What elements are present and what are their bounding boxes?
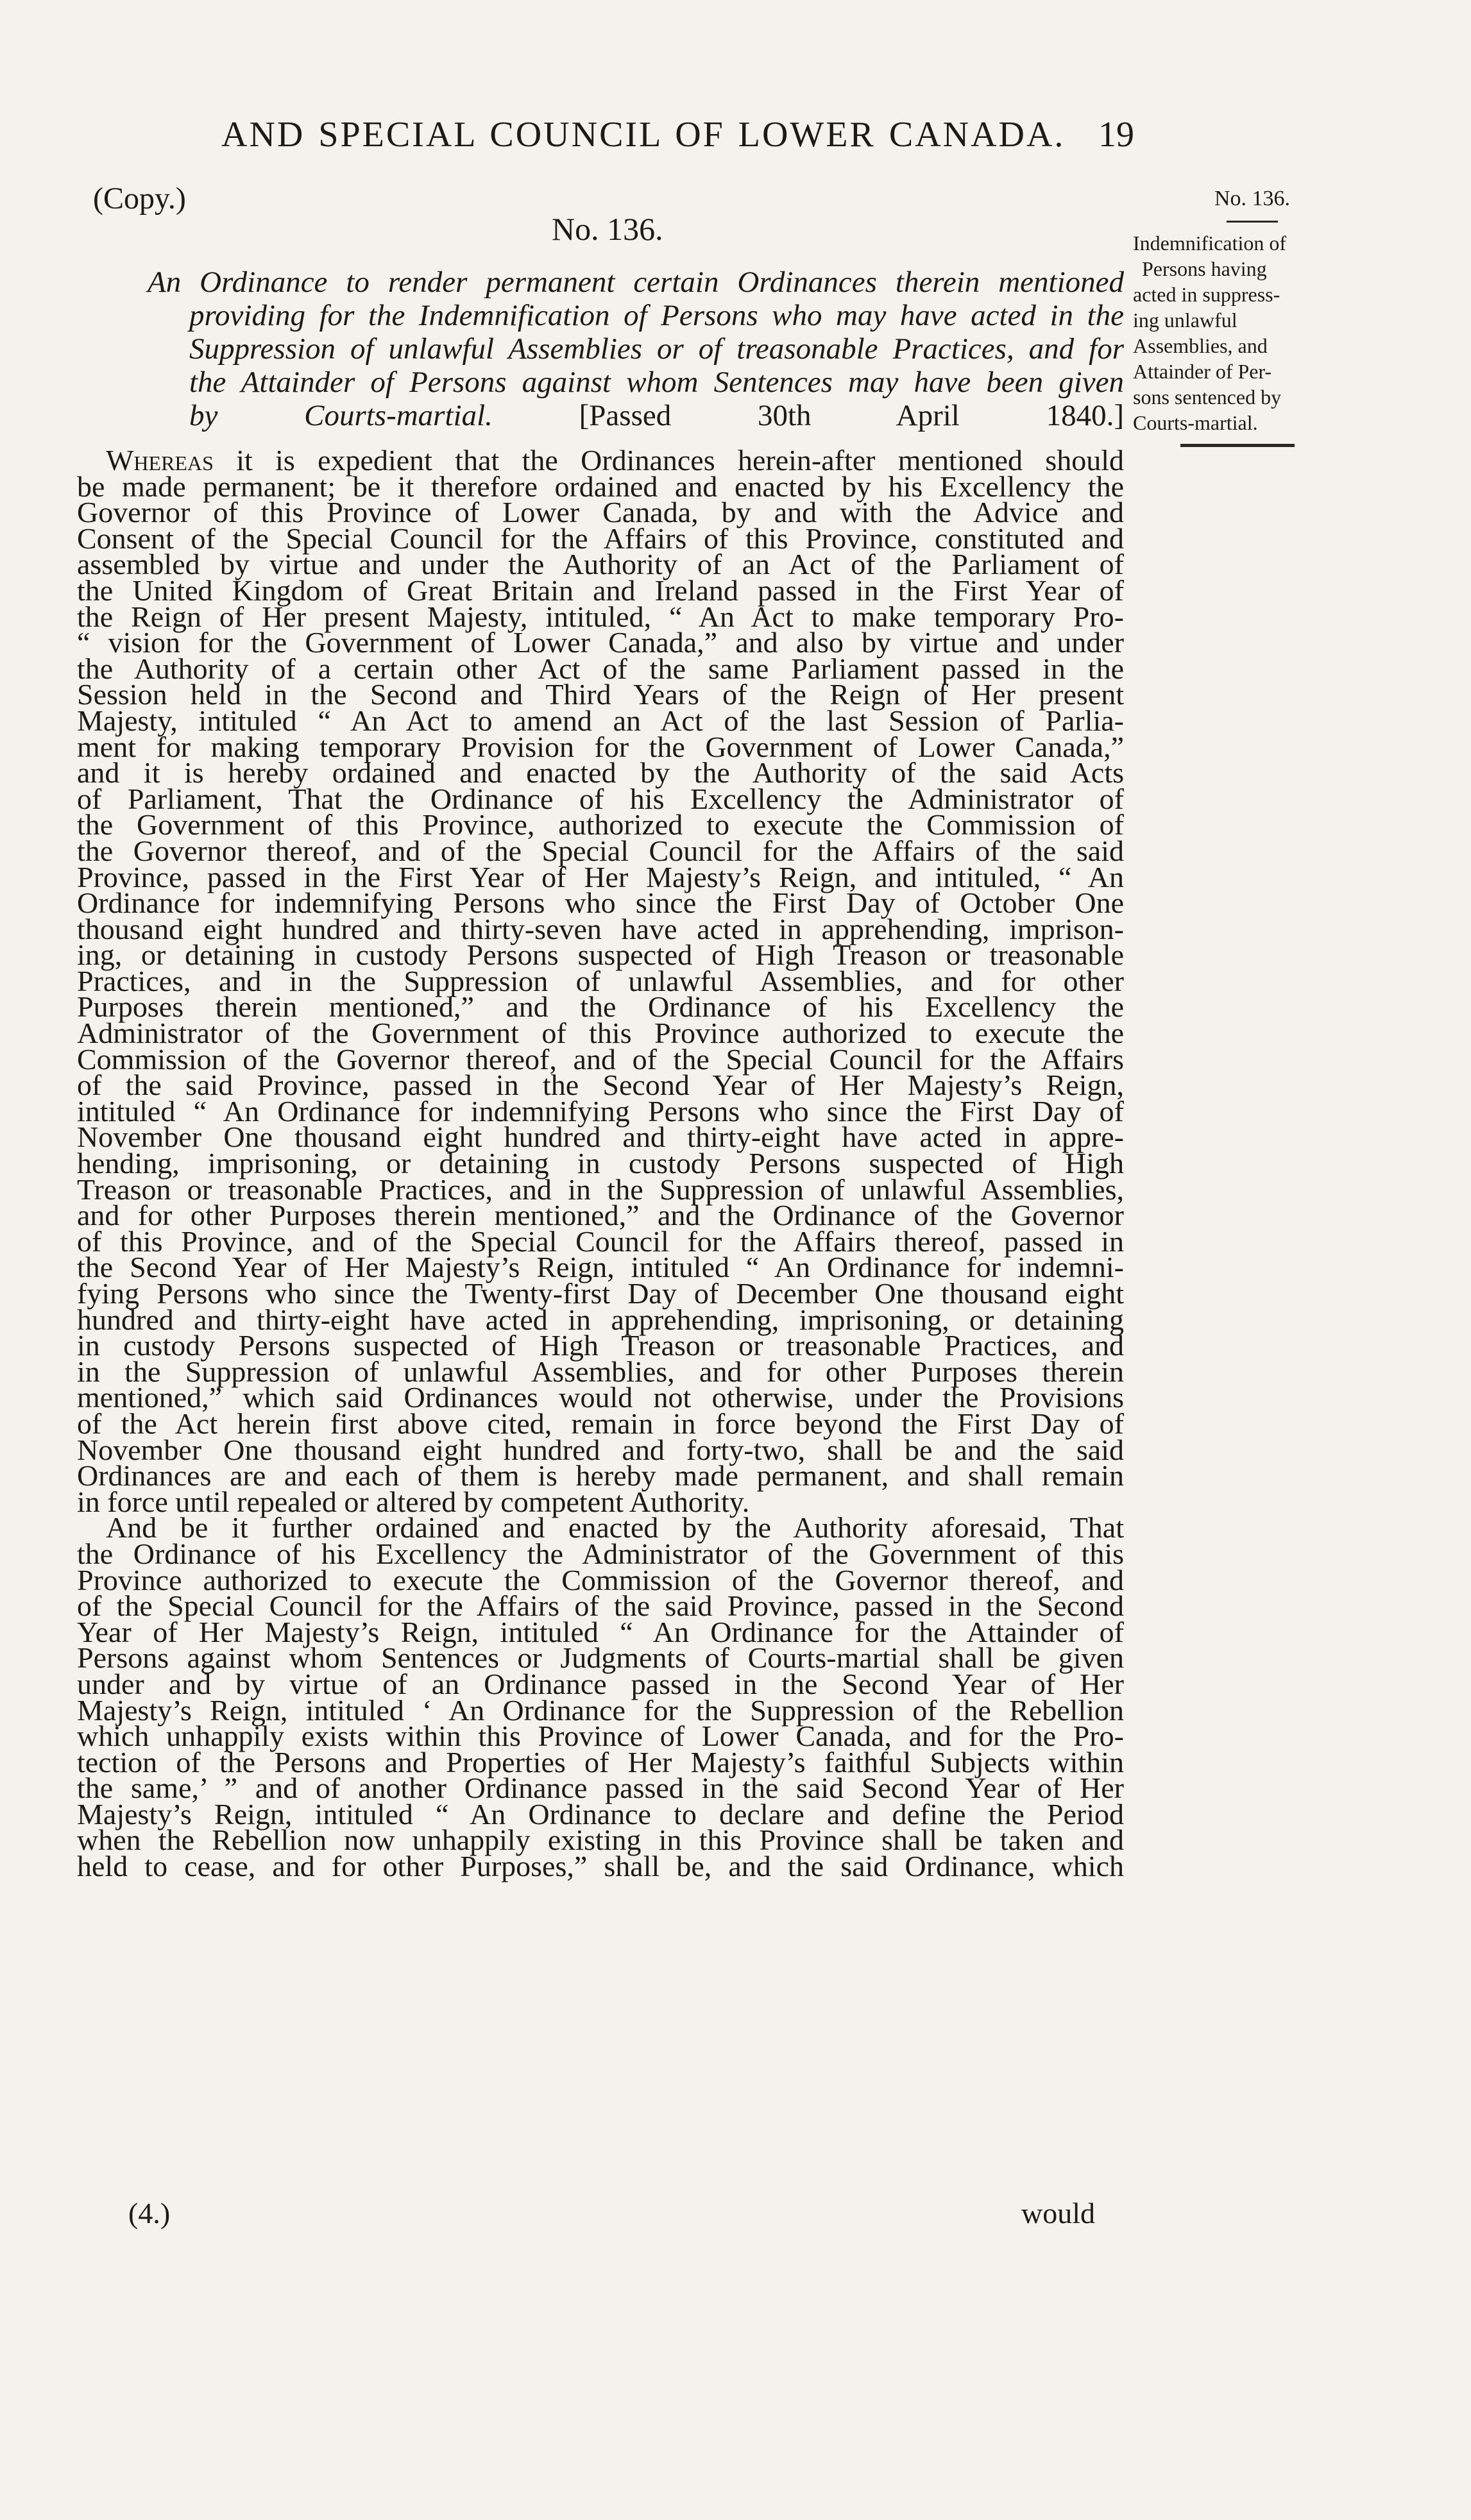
body-line: be made permanent; be it therefore ordained and enacted by his Excellency the xyxy=(77,469,1124,503)
marginal-line: ing unlawful xyxy=(1133,309,1237,332)
body-line: fying Persons who since the Twenty-first Day of December One thousand eight xyxy=(77,1277,1124,1310)
marginal-line: Courts-martial. xyxy=(1133,411,1258,434)
marginal-line: Persons having xyxy=(1142,257,1267,280)
marginal-number: No. 136. xyxy=(1214,187,1291,210)
title-line: by Courts-martial. xyxy=(189,399,493,432)
body-line: “ vision for the Government of Lower Canada,” and also by virtue and under xyxy=(77,626,1124,659)
marginal-line: Indemnification of xyxy=(1133,232,1287,255)
body-line: when the Rebellion now unhappily existing in this Province shall be taken and xyxy=(77,1823,1124,1857)
body-line: And be it further ordained and enacted by the Authority aforesaid, That xyxy=(106,1511,1124,1544)
body-line: of Parliament, That the Ordinance of his Excellency the Administrator of xyxy=(77,782,1124,815)
body-line-rest: it is expedient that the Ordinances herein-after mentioned should xyxy=(213,444,1124,477)
body-line: Ordinances are and each of them is hereby made permanent, and shall remain xyxy=(77,1459,1124,1493)
body-line: Practices, and in the Suppression of unlawful Assemblies, and for other xyxy=(77,964,1124,997)
title-line: An Ordinance to render permanent certain Ordinances therein mentioned xyxy=(148,266,1124,299)
title-line: providing for the Indemnification of Persons who may have acted in the xyxy=(189,299,1124,332)
body-text xyxy=(77,444,1124,1883)
ordinance-number: No. 136. xyxy=(552,211,663,247)
body-line: Governor of this Province of Lower Canada, by and with the Advice and xyxy=(77,496,1124,529)
body-line: mentioned,” which said Ordinances would not otherwise, under the Provisions xyxy=(77,1381,1124,1414)
body-line: Commission of the Governor thereof, and of the Special Council for the Affairs xyxy=(77,1042,1124,1076)
body-line: under and by virtue of an Ordinance passed in the Second Year of Her xyxy=(77,1667,1124,1700)
body-line: the same,’ ” and of another Ordinance passed in the said Second Year of Her xyxy=(77,1772,1124,1805)
passed-date: [Passed 30th April 1840.] xyxy=(579,399,1124,432)
body-line: the Government of this Province, authorized to execute the Commission of xyxy=(77,808,1124,841)
body-line: assembled by virtue and under the Authority of an Act of the Parliament of xyxy=(77,548,1124,581)
title-line: Suppression of unlawful Assemblies or of treasonable Practices, and for xyxy=(189,332,1124,366)
body-line: Majesty, intituled “ An Act to amend an Act of the last Session of Parlia- xyxy=(77,704,1124,737)
body-line: ment for making temporary Provision for the Government of Lower Canada,” xyxy=(77,730,1124,763)
body-line: Ordinance for indemnifying Persons who since the First Day of October One xyxy=(77,886,1124,920)
body-line: Province, passed in the First Year of Her Majesty’s Reign, and intituled, “ An xyxy=(77,860,1124,893)
page-number: 19 xyxy=(1098,115,1134,155)
marginal-line: Attainder of Per- xyxy=(1133,360,1272,383)
body-line: which unhappily exists within this Province of Lower Canada, and for the Pro- xyxy=(77,1720,1124,1753)
body-line: Purposes therein mentioned,” and the Ordinance of his Excellency the xyxy=(77,990,1124,1024)
body-line: November One thousand eight hundred and forty-two, shall be and the said xyxy=(77,1433,1124,1466)
body-line: Persons against whom Sentences or Judgments of Courts-martial shall be given xyxy=(77,1641,1124,1675)
initial-word: Whereas xyxy=(106,444,214,477)
body-line: Consent of the Special Council for the Affairs of this Province, constituted and xyxy=(77,521,1124,555)
body-line: Year of Her Majesty’s Reign, intituled “ An Ordinance for the Attainder of xyxy=(77,1615,1124,1648)
body-line: Majesty’s Reign, intituled “ An Ordinance to declare and define the Period xyxy=(77,1797,1124,1831)
body-line: Majesty’s Reign, intituled ‘ An Ordinance for the Suppression of the Rebellion xyxy=(77,1693,1124,1727)
title-line-last xyxy=(77,399,1124,432)
body-line: the Governor thereof, and of the Special Council for the Affairs of the said xyxy=(77,834,1124,867)
body-line: Administrator of the Government of this Province authorized to execute the xyxy=(77,1017,1124,1050)
body-line: Treason or treasonable Practices, and in the Suppression of unlawful Assemblies, xyxy=(77,1172,1124,1206)
body-line: thousand eight hundred and thirty-seven have acted in apprehending, imprison- xyxy=(77,912,1124,945)
body-line: held to cease, and for other Purposes,” shall be, and the said Ordinance, which xyxy=(77,1850,1124,1883)
body-line: ing, or detaining in custody Persons suspected of High Treason or treasonable xyxy=(77,938,1124,972)
copy-label: (Copy.) xyxy=(93,182,186,216)
marginal-bottom-divider xyxy=(1180,444,1295,447)
body-line: hending, imprisoning, or detaining in custody Persons suspected of High xyxy=(77,1147,1124,1180)
body-line: the Reign of Her present Majesty, intituled, “ An Act to make temporary Pro- xyxy=(77,600,1124,633)
body-line: of this Province, and of the Special Council for the Affairs thereof, passed in xyxy=(77,1224,1124,1258)
body-line: the Second Year of Her Majesty’s Reign, intituled “ An Ordinance for indemni- xyxy=(77,1251,1124,1284)
marginal-divider xyxy=(1227,221,1278,223)
catchword: would xyxy=(1021,2197,1095,2229)
body-line: November One thousand eight hundred and thirty-eight have acted in appre- xyxy=(77,1120,1124,1154)
body-line: hundred and thirty-eight have acted in apprehending, imprisoning, or detaining xyxy=(77,1303,1124,1336)
marginal-line: Assemblies, and xyxy=(1133,334,1268,357)
body-line: in the Suppression of unlawful Assemblies, and for other Purposes therein xyxy=(77,1355,1124,1388)
title-line: the Attainder of Persons against whom Sentences may have been given xyxy=(189,366,1124,399)
ordinance-title xyxy=(77,266,1124,432)
body-line: in force until repealed or altered by competent Authority. xyxy=(77,1485,750,1518)
body-line: of the Act herein first above cited, remain in force beyond the First Day of xyxy=(77,1407,1124,1440)
body-line: of the said Province, passed in the Second Year of Her Majesty’s Reign, xyxy=(77,1069,1124,1102)
body-line: the Authority of a certain other Act of the same Parliament passed in the xyxy=(77,652,1124,685)
body-line: and for other Purposes therein mentioned,” and the Ordinance of the Governor xyxy=(77,1199,1124,1232)
body-line: Province authorized to execute the Commission of the Governor thereof, and xyxy=(77,1563,1124,1596)
body-line: the Ordinance of his Excellency the Administrator of the Government of this xyxy=(77,1537,1124,1570)
running-head: AND SPECIAL COUNCIL OF LOWER CANADA. xyxy=(221,115,1066,155)
body-line: of the Special Council for the Affairs of the said Province, passed in the Second xyxy=(77,1589,1124,1623)
body-line: in custody Persons suspected of High Treason or treasonable Practices, and xyxy=(77,1329,1124,1362)
signature-mark: (4.) xyxy=(128,2197,171,2229)
marginal-line: acted in suppress- xyxy=(1133,283,1280,306)
marginal-note xyxy=(1133,186,1372,436)
body-line: intituled “ An Ordinance for indemnifying Persons who since the First Day of xyxy=(77,1094,1124,1128)
marginal-line: sons sentenced by xyxy=(1133,385,1282,409)
body-line: tection of the Persons and Properties of Her Majesty’s faithful Subjects within xyxy=(77,1745,1124,1779)
body-line: and it is hereby ordained and enacted by the Authority of the said Acts xyxy=(77,756,1124,790)
body-line: Session held in the Second and Third Years of the Reign of Her present xyxy=(77,678,1124,711)
body-line: the United Kingdom of Great Britain and Ireland passed in the First Year of xyxy=(77,573,1124,607)
